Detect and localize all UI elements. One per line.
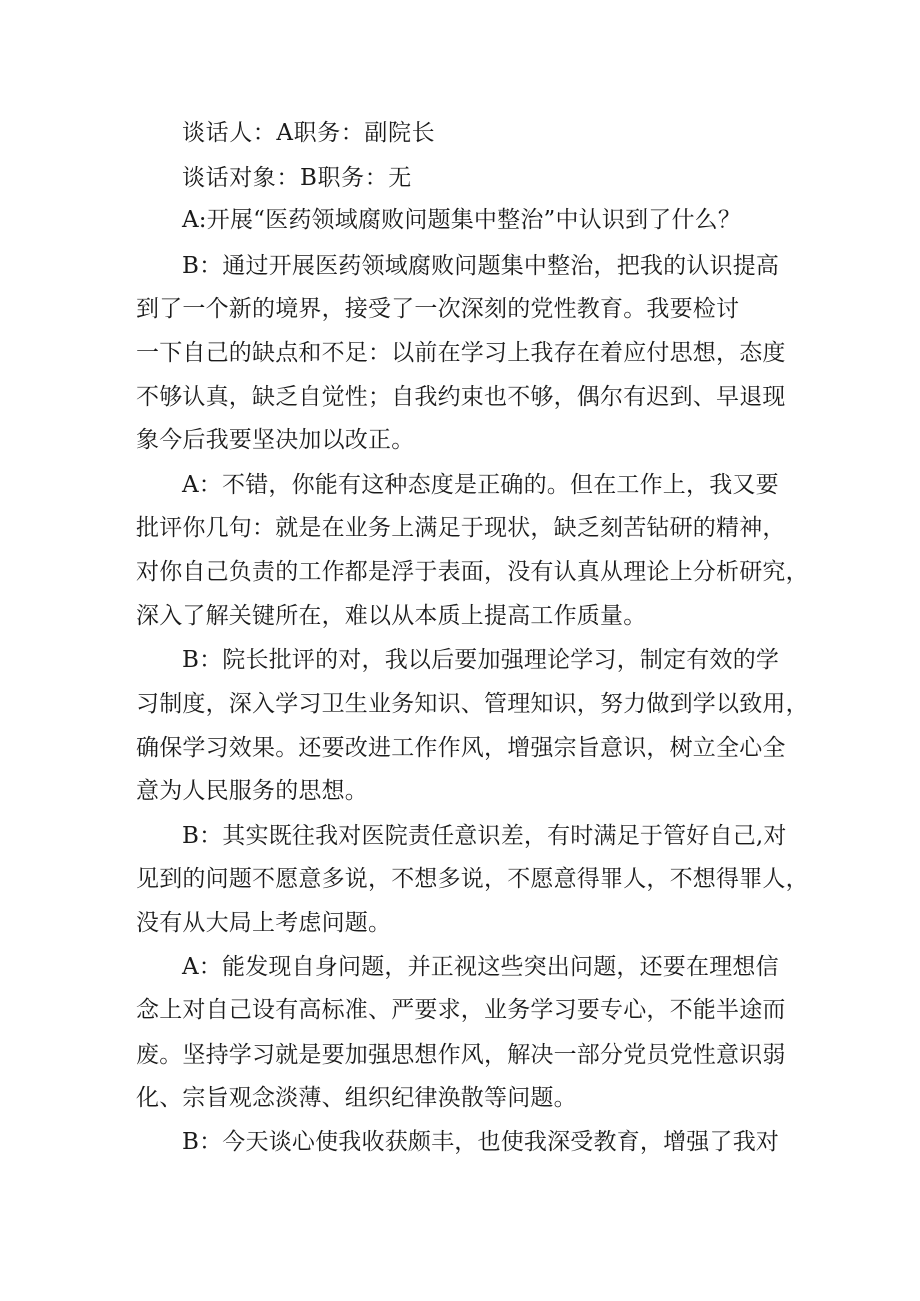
paragraph-line: 习制度，深入学习卫生业务知识、管理知识，努力做到学以致用，	[136, 691, 809, 717]
paragraph-line: 深入了解关键所在，难以从本质上提高工作质量。	[136, 603, 647, 629]
paragraph-line: 没有从大局上考虑问题。	[136, 910, 392, 936]
paragraph-line: A：不错，你能有这种态度是正确的。但在工作上，我又要	[182, 472, 779, 498]
paragraph-line: 化、宗旨观念淡薄、组织纪律涣散等问题。	[136, 1085, 577, 1111]
paragraph-line: 废。坚持学习就是要加强思想作风，解决一部分党员党性意识弱	[136, 1042, 786, 1068]
paragraph-line: 对你自己负责的工作都是浮于表面，没有认真从理论上分析研究，	[136, 559, 809, 585]
paragraph-line: 意为人民服务的思想。	[136, 778, 368, 804]
paragraph-line: 象今后我要坚决加以改正。	[136, 427, 415, 453]
paragraph-line: 一下自己的缺点和不足：以前在学习上我存在着应付思想，态度	[136, 340, 786, 366]
question-line: A:开展“医药领域腐败问题集中整治”中认识到了什么？	[182, 207, 742, 233]
paragraph-line: 到了一个新的境界，接受了一次深刻的党性教育。我要检讨	[136, 296, 740, 322]
speaker-line: 谈话人：A职务：副院长	[182, 120, 436, 146]
paragraph-line: B：院长批评的对，我以后要加强理论学习，制定有效的学	[182, 647, 780, 673]
paragraph-line: 不够认真，缺乏自觉性；自我约束也不够，偶尔有迟到、早退现	[136, 384, 786, 410]
paragraph-line: 念上对自己设有高标准、严要求，业务学习要专心，不能半途而	[136, 997, 786, 1023]
paragraph-line: 批评你几句：就是在业务上满足于现状，缺乏刻苦钻研的精神，	[136, 515, 786, 541]
paragraph-line: B：其实既往我对医院责任意识差，有时满足于管好自己,对	[182, 823, 787, 849]
paragraph-line: B：通过开展医药领域腐败问题集中整治，把我的认识提高	[182, 253, 780, 279]
paragraph-line: B：今天谈心使我收获颇丰，也使我深受教育，增强了我对	[182, 1129, 780, 1155]
paragraph-line: A：能发现自身问题，并正视这些突出问题，还要在理想信	[182, 954, 779, 980]
paragraph-line: 确保学习效果。还要改进工作作风，增强宗旨意识，树立全心全	[136, 735, 786, 761]
target-line: 谈话对象：B职务：无	[182, 165, 412, 191]
paragraph-line: 见到的问题不愿意多说，不想多说，不愿意得罪人，不想得罪人，	[136, 866, 809, 892]
